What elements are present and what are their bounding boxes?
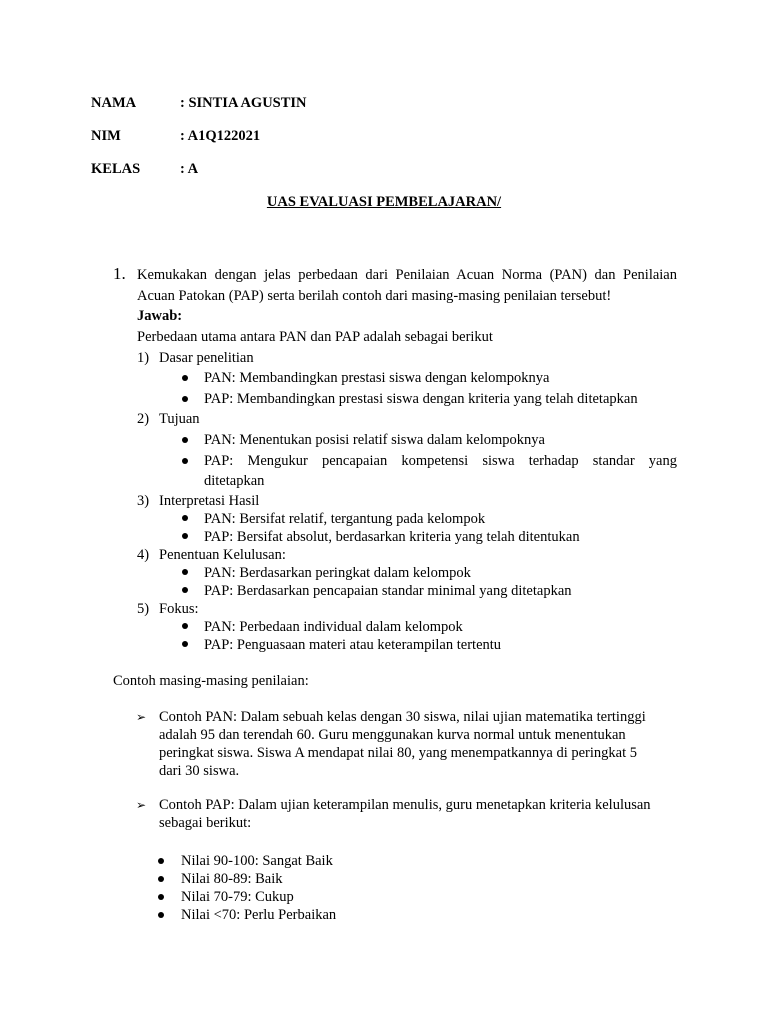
example-pap-line: sebagai berikut: [159, 815, 252, 831]
bullet-icon [158, 912, 164, 918]
list-item: PAN: Perbedaan individual dalam kelompok [204, 619, 463, 635]
bullet-icon [182, 375, 188, 381]
example-pan-line: adalah 95 dan terendah 60. Guru menggunakan kurva normal untuk menentukan [159, 727, 626, 743]
label-nim: NIM [91, 128, 121, 144]
bullet-icon [158, 858, 164, 864]
bullet-icon [182, 458, 188, 464]
section-number: 1) [137, 350, 150, 366]
question-number: 1. [113, 264, 126, 283]
list-item: PAP: Penguasaan materi atau keterampilan tertentu [204, 637, 502, 653]
section-title: Tujuan [159, 411, 200, 427]
example-pan-line: Contoh PAN: Dalam sebuah kelas dengan 30 siswa, nilai ujian matematika tertinggi [159, 709, 646, 725]
grade-item: Nilai 90-100: Sangat Baik [181, 853, 333, 869]
section-number: 3) [137, 493, 150, 509]
bullet-icon [182, 587, 188, 593]
answer-label: Jawab: [137, 308, 183, 324]
label-kelas: KELAS [91, 161, 141, 177]
section-number: 2) [137, 411, 150, 427]
section-title: Interpretasi Hasil [159, 493, 260, 509]
grade-item: Nilai <70: Perlu Perbaikan [181, 907, 337, 923]
list-item: PAP: Berdasarkan pencapaian standar minimal yang ditetapkan [204, 583, 572, 599]
arrow-bullet-icon: ➢ [136, 710, 147, 724]
value-nama: : SINTIA AGUSTIN [180, 95, 307, 111]
label-nama: NAMA [91, 95, 137, 111]
list-item-continuation: ditetapkan [204, 473, 265, 489]
list-item: PAN: Bersifat relatif, tergantung pada kelompok [204, 511, 486, 527]
question-line-1: Kemukakan dengan jelas perbedaan dari Penilaian Acuan Norma (PAN) dan Penilaian [137, 267, 677, 283]
value-kelas: : A [180, 161, 199, 177]
example-pap-line: Contoh PAP: Dalam ujian keterampilan menulis, guru menetapkan kriteria kelulusan [159, 797, 651, 813]
list-item: PAN: Menentukan posisi relatif siswa dalam kelompoknya [204, 432, 545, 448]
grade-item: Nilai 70-79: Cukup [181, 889, 294, 905]
bullet-icon [182, 515, 188, 521]
list-item: PAP: Mengukur pencapaian kompetensi siswa terhadap standar yang [204, 453, 677, 469]
bullet-icon [182, 437, 188, 443]
bullet-icon [182, 533, 188, 539]
section-title: Penentuan Kelulusan: [159, 547, 286, 563]
value-nim: : A1Q122021 [180, 128, 261, 144]
section-number: 4) [137, 547, 150, 563]
bullet-icon [182, 569, 188, 575]
bullet-icon [182, 396, 188, 402]
answer-intro: Perbedaan utama antara PAN dan PAP adalah sebagai berikut [137, 329, 493, 345]
list-item: PAN: Berdasarkan peringkat dalam kelompok [204, 565, 471, 581]
bullet-icon [182, 623, 188, 629]
example-pan-line: peringkat siswa. Siswa A mendapat nilai 80, yang menempatkannya di peringkat 5 [159, 745, 637, 761]
list-item: PAP: Membandingkan prestasi siswa dengan kriteria yang telah ditetapkan [204, 391, 638, 407]
example-pan-line: dari 30 siswa. [159, 763, 240, 779]
bullet-icon [158, 894, 164, 900]
grade-item: Nilai 80-89: Baik [181, 871, 283, 887]
question-line-2: Acuan Patokan (PAP) serta berilah contoh dari masing-masing penilaian tersebut! [137, 288, 612, 304]
document-title: UAS EVALUASI PEMBELAJARAN/ [266, 194, 502, 210]
examples-heading: Contoh masing-masing penilaian: [113, 673, 309, 689]
list-item: PAN: Membandingkan prestasi siswa dengan kelompoknya [204, 370, 550, 386]
section-number: 5) [137, 601, 150, 617]
list-item: PAP: Bersifat absolut, berdasarkan kriteria yang telah ditentukan [204, 529, 580, 545]
section-title: Fokus: [159, 601, 199, 617]
bullet-icon [182, 641, 188, 647]
section-title: Dasar penelitian [159, 350, 254, 366]
arrow-bullet-icon: ➢ [136, 798, 147, 812]
bullet-icon [158, 876, 164, 882]
